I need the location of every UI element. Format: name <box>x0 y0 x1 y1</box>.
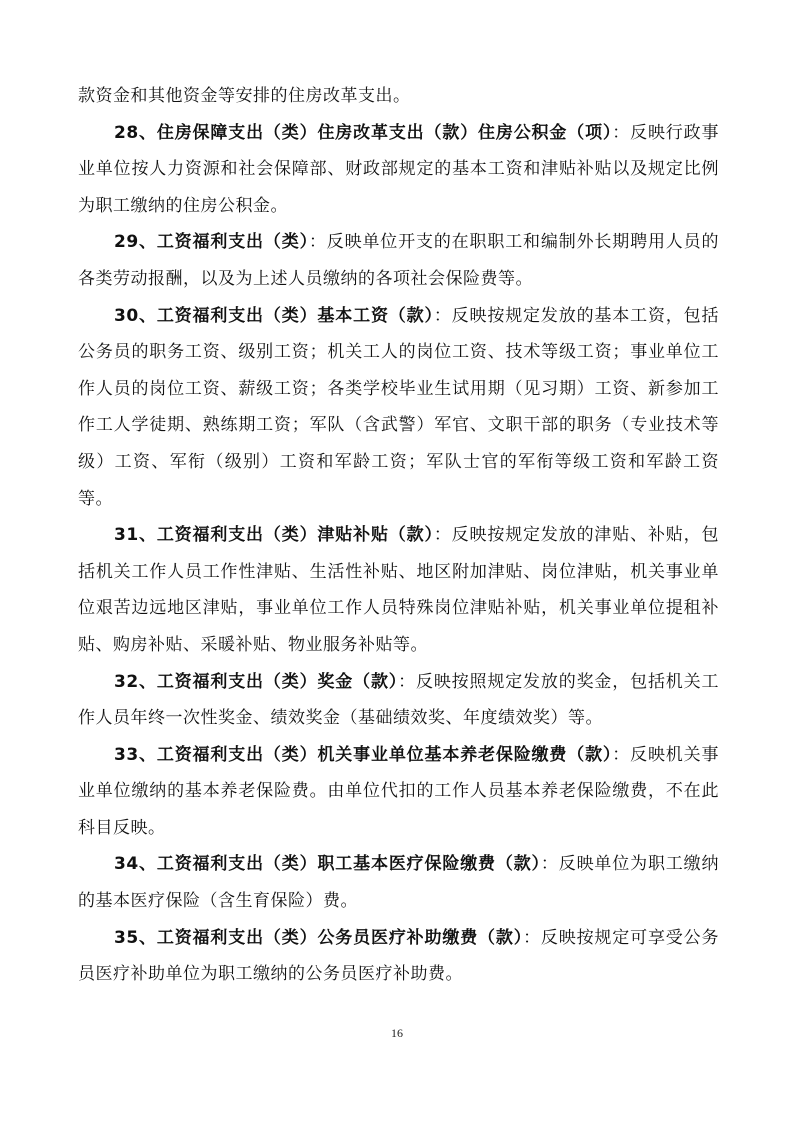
paragraph-body: ：反映机关事业单位缴纳的基本养老保险费。由单位代扣的工作人员基本养老保险缴费，不在此科目反映。 <box>78 744 719 838</box>
paragraph-item-32 <box>78 664 719 737</box>
paragraph-heading: 33、工资福利支出（类）机关事业单位基本养老保险缴费（款） <box>114 744 613 765</box>
paragraph-heading: 30、工资福利支出（类）基本工资（款） <box>114 305 434 326</box>
paragraph-item-31 <box>78 517 719 663</box>
paragraph-continuation <box>78 78 719 115</box>
paragraph-heading: 28、住房保障支出（类）住房改革支出（款）住房公积金（项） <box>114 122 613 143</box>
paragraph-item-29 <box>78 224 719 297</box>
paragraph-item-28 <box>78 115 719 225</box>
paragraph-item-35 <box>78 920 719 993</box>
paragraph-heading: 34、工资福利支出（类）职工基本医疗保险缴费（款） <box>114 854 541 875</box>
document-page <box>78 78 719 993</box>
paragraph-item-33 <box>78 737 719 847</box>
paragraph-body: ：反映按规定发放的津贴、补贴，包括机关工作人员工作性津贴、生活性补贴、地区附加津贴、岗位津贴，机关事业单位艰苦边远地区津贴，事业单位工作人员特殊岗位津贴补贴，机关事业单位提租补贴、购房补贴、采暖补贴、物业服务补贴等。 <box>78 525 719 655</box>
paragraph-item-30 <box>78 298 719 518</box>
paragraph-item-34 <box>78 846 719 919</box>
paragraph-body: ：反映按照规定发放的奖金，包括机关工作人员年终一次性奖金、绩效奖金（基础绩效奖、年度绩效奖）等。 <box>78 671 719 729</box>
paragraph-body: 款资金和其他资金等安排的住房改革支出。 <box>78 86 411 106</box>
paragraph-body: ：反映按规定发放的基本工资，包括公务员的职务工资、级别工资；机关工人的岗位工资、技术等级工资；事业单位工作人员的岗位工资、薪级工资；各类学校毕业生试用期（见习期）工资、新参加工作工人学徒期、熟练期工资；军队（含武警）军官、文职干部的职务（专业技术等级）工资、军衔（级别）工资和军龄工资；军队士官的军衔等级工资和军龄工资等。 <box>78 305 719 509</box>
paragraph-heading: 32、工资福利支出（类）奖金（款） <box>114 671 399 692</box>
page-number: 16 <box>391 1026 403 1040</box>
paragraph-heading: 35、工资福利支出（类）公务员医疗补助缴费（款） <box>114 927 524 948</box>
paragraph-body: ：反映按规定可享受公务员医疗补助单位为职工缴纳的公务员医疗补助费。 <box>78 927 719 985</box>
paragraph-heading: 29、工资福利支出（类） <box>114 232 309 253</box>
paragraph-body: ：反映行政事业单位按人力资源和社会保障部、财政部规定的基本工资和津贴补贴以及规定比例为职工缴纳的住房公积金。 <box>78 122 719 216</box>
paragraph-body: ：反映单位为职工缴纳的基本医疗保险（含生育保险）费。 <box>78 854 719 912</box>
paragraph-body: ：反映单位开支的在职职工和编制外长期聘用人员的各类劳动报酬，以及为上述人员缴纳的各项社会保险费等。 <box>78 232 719 289</box>
paragraph-heading: 31、工资福利支出（类）津贴补贴（款） <box>114 525 434 546</box>
